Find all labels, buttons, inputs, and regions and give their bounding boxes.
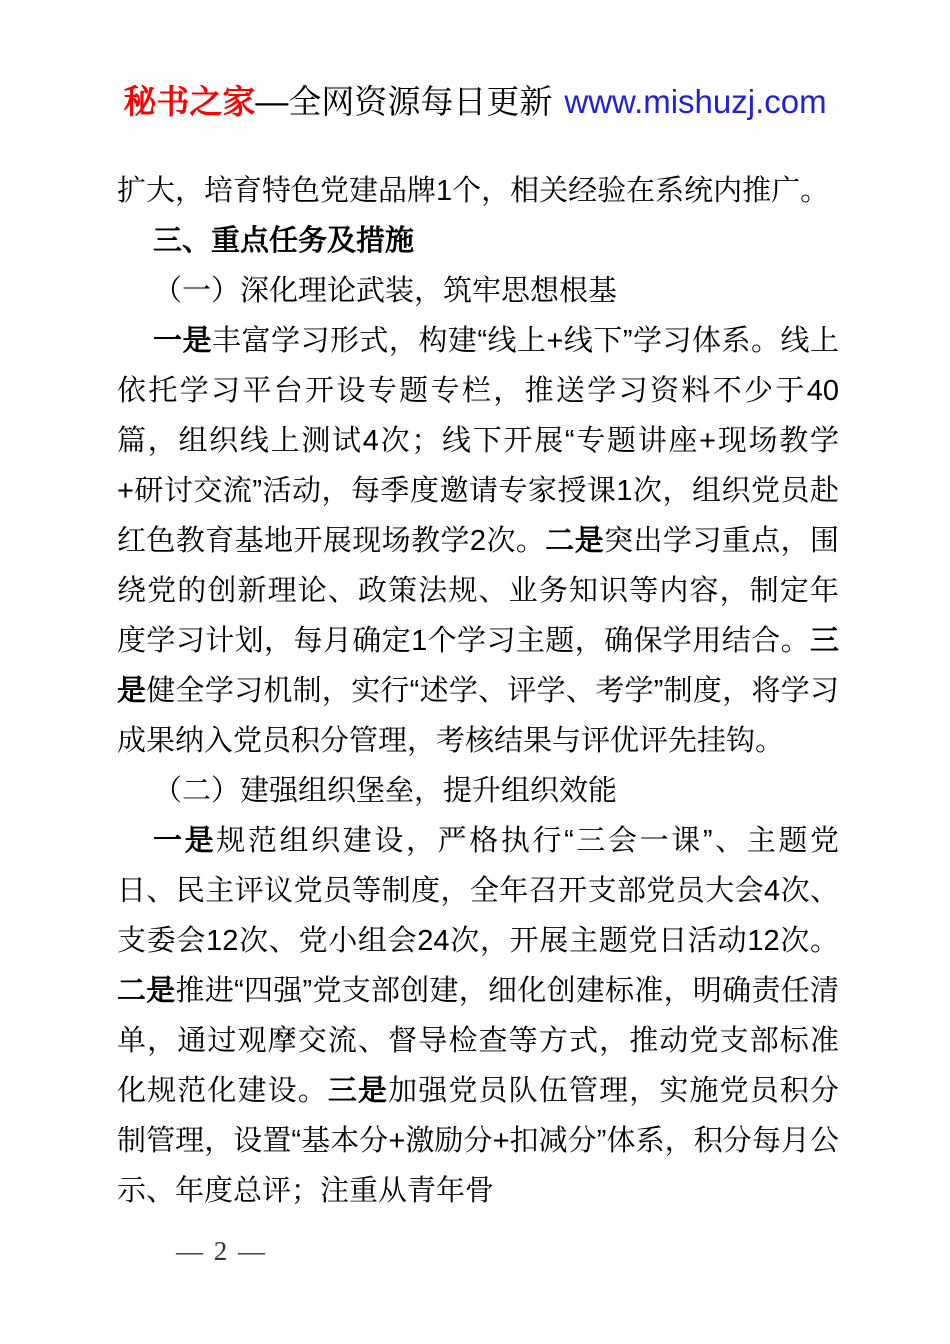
section-heading bbox=[117, 266, 839, 316]
paragraph-text: 健全学习机制，实行“述学、评学、考学”制度，将学习成果纳入党员积分管理，考核结果与评优评先挂钩。 bbox=[117, 675, 839, 757]
bold-lead-in: 三是 bbox=[327, 1075, 389, 1107]
site-url-link[interactable]: www.mishuzj.com bbox=[564, 83, 827, 120]
paragraph-text: 推进“四强”党支部创建，细化创建标准，明确责任清单，通过观摩交流、督导检查等方式，推动党支部标准化规范化建设。 bbox=[117, 975, 839, 1107]
body-paragraph bbox=[117, 816, 839, 1216]
page-number: — 2 — bbox=[176, 1236, 267, 1266]
paragraph-text: （一）深化理论武装，筑牢思想根基 bbox=[153, 275, 618, 307]
document-body bbox=[117, 166, 839, 1216]
bold-lead-in: 三是 bbox=[117, 625, 839, 707]
site-tagline: —全网资源每日更新 bbox=[255, 83, 553, 120]
body-paragraph bbox=[117, 316, 839, 766]
paragraph-text: 规范组织建设，严格执行“三会一课”、主题党日、民主评议党员等制度，全年召开支部党员大会4次、支委会12次、党小组会24次，开展主题党日活动12次。 bbox=[117, 825, 839, 957]
site-brand: 秘书之家 bbox=[123, 83, 256, 120]
section-heading bbox=[117, 766, 839, 816]
section-heading bbox=[117, 216, 839, 266]
paragraph-text: （二）建强组织堡垒，提升组织效能 bbox=[153, 775, 618, 807]
bold-lead-in: 一是 bbox=[153, 825, 217, 857]
paragraph-text: 三、重点任务及措施 bbox=[153, 225, 415, 257]
paragraph-text: 突出学习重点，围绕党的创新理论、政策法规、业务知识等内容，制定年度学习计划，每月确定1个学习主题，确保学用结合。 bbox=[117, 525, 839, 657]
bold-lead-in: 二是 bbox=[117, 975, 176, 1007]
bold-lead-in: 一是 bbox=[153, 325, 212, 357]
paragraph-text: 扩大，培育特色党建品牌1个，相关经验在系统内推广。 bbox=[117, 175, 830, 207]
site-header bbox=[0, 82, 950, 122]
body-paragraph bbox=[117, 166, 839, 216]
paragraph-text: 丰富学习形式，构建“线上+线下”学习体系。线上依托学习平台开设专题专栏，推送学习资料不少于40篇，组织线上测试4次；线下开展“专题讲座+现场教学+研讨交流”活动，每季度邀请专家授课1次，组织党员赴红色教育基地开展现场教学2次。 bbox=[117, 325, 839, 557]
paragraph-text: 加强党员队伍管理，实施党员积分制管理，设置“基本分+激励分+扣减分”体系，积分每月公示、年度总评；注重从青年骨 bbox=[117, 1075, 839, 1207]
bold-lead-in: 二是 bbox=[545, 525, 605, 557]
